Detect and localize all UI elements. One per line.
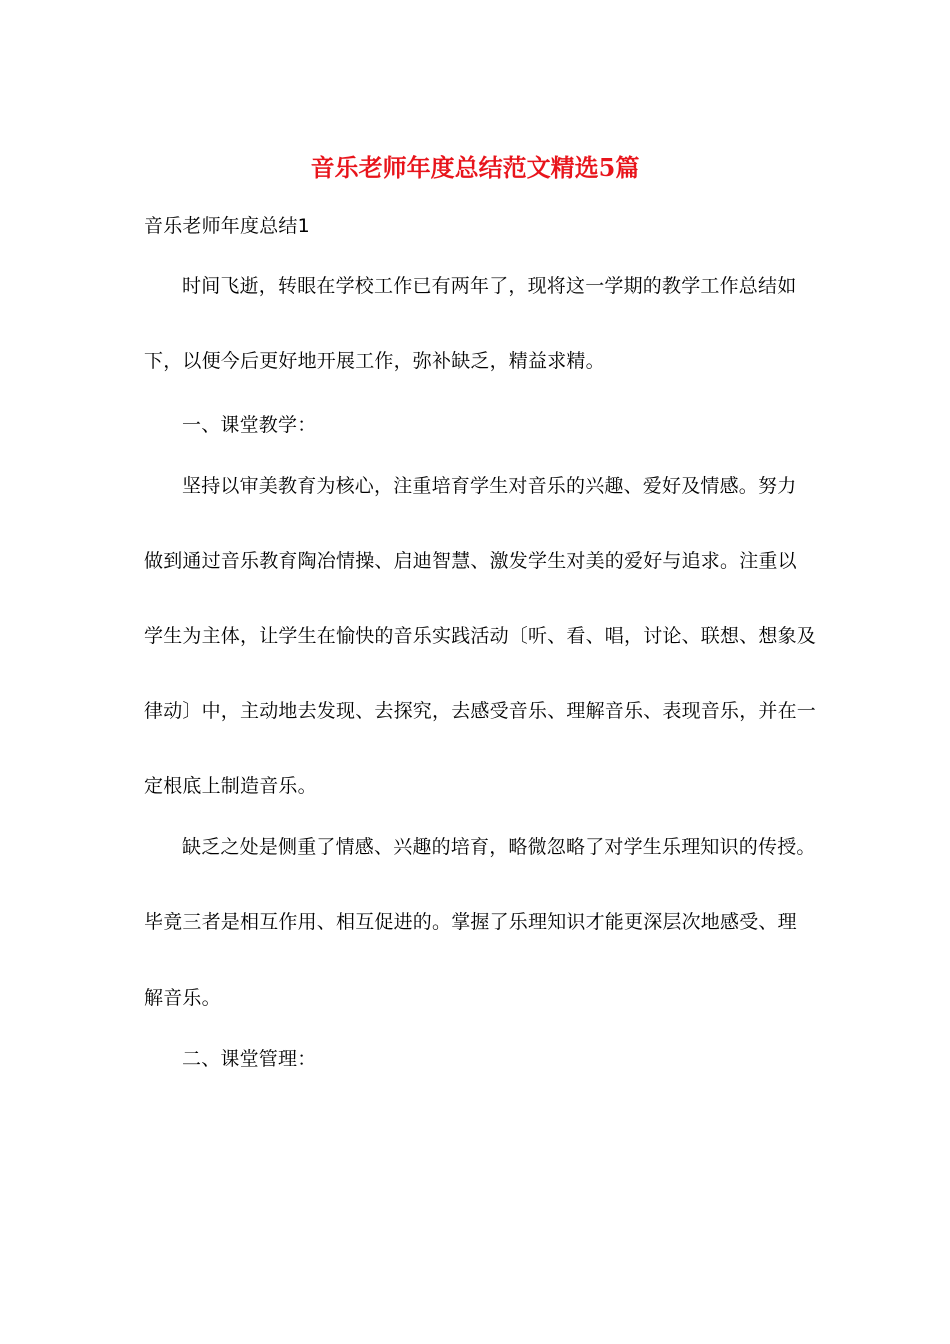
paragraph-line: 缺乏之处是侧重了情感、兴趣的培育，略微忽略了对学生乐理知识的传授。	[182, 836, 816, 858]
paragraph-line: 学生为主体，让学生在愉快的音乐实践活动〔听、看、唱，讨论、联想、想象及	[144, 625, 817, 647]
paragraph-line: 毕竟三者是相互作用、相互促进的。掌握了乐理知识才能更深层次地感受、理	[144, 911, 797, 933]
paragraph-line: 做到通过音乐教育陶冶情操、启迪智慧、激发学生对美的爱好与追求。注重以	[144, 550, 797, 572]
paragraph-line: 坚持以审美教育为核心，注重培育学生对音乐的兴趣、爱好及情感。努力	[182, 475, 797, 497]
paragraph-line: 律动〕中，主动地去发现、去探究，去感受音乐、理解音乐、表现音乐，并在一	[144, 700, 817, 722]
subheading-classroom-management: 二、课堂管理：	[182, 1048, 317, 1070]
paragraph-line: 时间飞逝，转眼在学校工作已有两年了，现将这一学期的教学工作总结如	[182, 275, 797, 297]
paragraph-line: 下，以便今后更好地开展工作，弥补缺乏，精益求精。	[144, 350, 605, 372]
paragraph-line: 解音乐。	[144, 987, 221, 1009]
section-heading: 音乐老师年度总结1	[144, 215, 310, 237]
document-title: 音乐老师年度总结范文精选5篇	[310, 153, 640, 182]
paragraph-line: 定根底上制造音乐。	[144, 775, 317, 797]
subheading-classroom-teaching: 一、课堂教学：	[182, 414, 317, 436]
